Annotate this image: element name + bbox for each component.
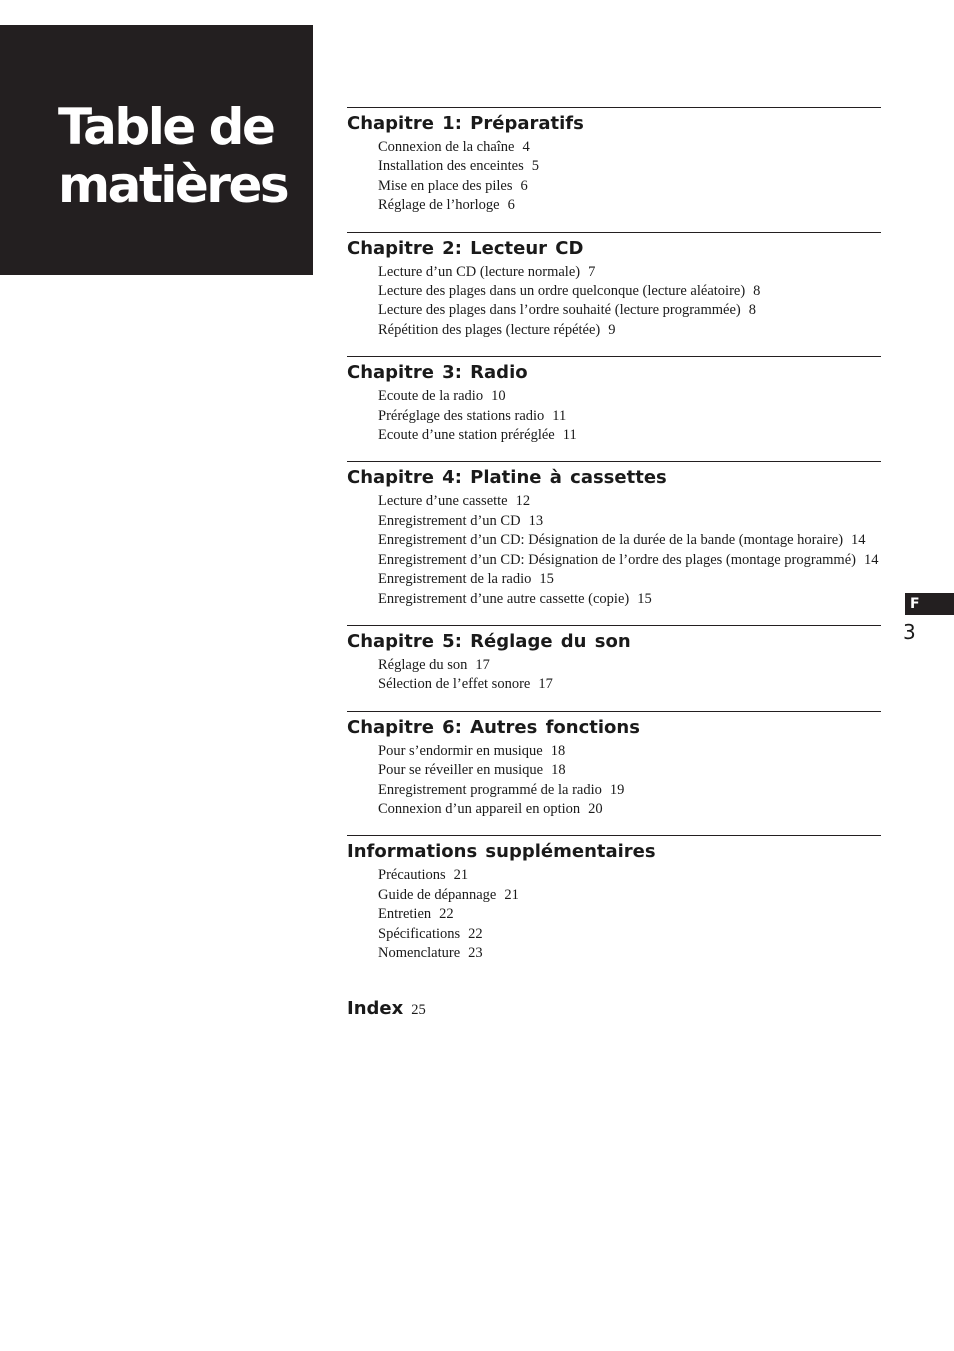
- toc-entry[interactable]: [378, 742, 881, 761]
- toc-entry-text: Enregistrement d’une autre cassette (copie): [378, 590, 630, 607]
- toc-entry-text: Ecoute d’une station préréglée: [378, 427, 555, 444]
- toc-entry-text: Nomenclature: [378, 944, 461, 961]
- section-entries: [347, 263, 881, 341]
- toc-entry-page: 22: [439, 906, 454, 923]
- section-entries: [347, 656, 881, 695]
- toc-entry-page: 8: [748, 302, 756, 319]
- section-spacer: [347, 609, 881, 625]
- toc-entry[interactable]: [378, 590, 881, 609]
- toc-entry[interactable]: [378, 321, 881, 340]
- section-heading[interactable]: Chapitre 6: Autres fonctions: [347, 716, 640, 738]
- section-spacer: [347, 963, 881, 979]
- toc-entry-text: Précautions: [378, 867, 446, 884]
- page-title: [58, 98, 287, 214]
- toc-entry-text: Sélection de l’effet sonore: [378, 676, 531, 693]
- index-page-number: 25: [411, 1002, 426, 1019]
- toc-entry[interactable]: [378, 177, 881, 196]
- section-spacer: [347, 819, 881, 835]
- index-label: Index: [347, 998, 404, 1020]
- toc-entry-text: Enregistrement d’un CD: Désignation de l’ordre des plages (montage programmé): [378, 551, 856, 568]
- toc-entry-page: 23: [468, 944, 483, 961]
- toc-entry[interactable]: [378, 387, 881, 406]
- toc-entry-text: Lecture d’un CD (lecture normale): [378, 263, 581, 280]
- section-spacer: [347, 340, 881, 356]
- toc-entry-page: 18: [550, 742, 566, 759]
- toc-entry[interactable]: [378, 282, 881, 301]
- section-heading[interactable]: Informations supplémentaires: [347, 841, 656, 863]
- toc-entry-text: Installation des enceintes: [378, 158, 524, 175]
- section-entries: [347, 866, 881, 963]
- toc-entry-page: 4: [522, 139, 530, 155]
- toc-entry[interactable]: [378, 407, 881, 426]
- toc-section: [347, 835, 881, 979]
- page-title-line-1: Table de: [58, 98, 274, 156]
- toc-entry-text: Entretien: [378, 906, 432, 923]
- toc-entry-page: 7: [588, 263, 596, 280]
- section-heading[interactable]: Chapitre 2: Lecteur CD: [347, 237, 584, 259]
- toc-entry-page: 10: [491, 388, 506, 405]
- toc-entry-text: Spécifications: [378, 925, 461, 942]
- toc-entry-text: Enregistrement d’un CD: Désignation de la durée de la bande (montage horaire): [378, 532, 844, 549]
- section-heading[interactable]: Chapitre 3: Radio: [347, 362, 528, 384]
- toc-entry-page: 12: [515, 493, 531, 510]
- toc-entry[interactable]: [378, 531, 881, 550]
- toc-entry[interactable]: [378, 781, 881, 800]
- toc-section: [347, 232, 881, 357]
- toc-entry-text: Enregistrement programmé de la radio: [378, 781, 602, 798]
- toc-section: [347, 356, 881, 461]
- toc-entry-page: 6: [520, 177, 528, 194]
- toc-sections: [347, 107, 881, 979]
- toc-entry-page: 13: [528, 512, 544, 529]
- toc-entry-page: 6: [507, 197, 515, 214]
- toc-entry-text: Connexion de la chaîne: [378, 139, 515, 155]
- toc-entry-page: 19: [609, 781, 625, 798]
- toc-entry[interactable]: [378, 263, 881, 282]
- toc-section: [347, 107, 881, 232]
- toc-entry-text: Pour se réveiller en musique: [378, 762, 544, 779]
- toc-entry[interactable]: [378, 944, 881, 963]
- toc-entry-page: 15: [637, 590, 652, 607]
- toc-entry[interactable]: [378, 675, 881, 694]
- toc-entry[interactable]: [378, 570, 881, 589]
- toc-entry-text: Mise en place des piles: [378, 177, 513, 194]
- toc-entry-text: Réglage du son: [378, 656, 468, 673]
- toc-entry-text: Lecture des plages dans un ordre quelconque (lecture aléatoire): [378, 283, 746, 300]
- table-of-contents: [347, 107, 881, 1019]
- toc-index-entry[interactable]: [347, 998, 881, 1019]
- toc-entry[interactable]: [378, 426, 881, 445]
- toc-entry[interactable]: [378, 512, 881, 531]
- toc-section: [347, 625, 881, 711]
- toc-entry-text: Préréglage des stations radio: [378, 407, 545, 424]
- toc-entry-text: Enregistrement de la radio: [378, 571, 532, 588]
- toc-entry[interactable]: [378, 866, 881, 885]
- section-spacer: [347, 216, 881, 232]
- toc-section: [347, 461, 881, 624]
- toc-entry[interactable]: [378, 196, 881, 215]
- toc-entry-page: 11: [552, 407, 567, 424]
- toc-entry[interactable]: [378, 886, 881, 905]
- toc-entry[interactable]: [378, 138, 881, 157]
- page-title-line-2: matières: [58, 156, 288, 214]
- title-block: [0, 25, 313, 275]
- toc-entry-page: 21: [504, 886, 519, 903]
- toc-entry-text: Réglage de l’horloge: [378, 197, 500, 214]
- toc-entry-text: Lecture d’une cassette: [378, 493, 508, 510]
- section-entries: [347, 492, 881, 608]
- toc-entry[interactable]: [378, 301, 881, 320]
- toc-entry-text: Guide de dépannage: [378, 886, 497, 903]
- toc-entry[interactable]: [378, 551, 881, 570]
- toc-entry-page: 15: [539, 571, 554, 588]
- toc-entry[interactable]: [378, 656, 881, 675]
- toc-entry-text: Lecture des plages dans l’ordre souhaité (lecture programmée): [378, 302, 741, 319]
- toc-entry-text: Connexion d’un appareil en option: [378, 800, 581, 817]
- page-number: 3: [903, 620, 916, 644]
- toc-entry[interactable]: [378, 761, 881, 780]
- toc-entry-page: 21: [453, 867, 469, 884]
- toc-entry-text: Enregistrement d’un CD: [378, 512, 521, 529]
- toc-entry-page: 14: [851, 532, 866, 549]
- toc-entry-page: 9: [608, 321, 616, 338]
- section-heading[interactable]: Chapitre 1: Préparatifs: [347, 113, 584, 134]
- toc-entry[interactable]: [378, 905, 881, 924]
- section-spacer: [347, 445, 881, 461]
- toc-entry-page: 20: [588, 800, 603, 817]
- toc-entry-page: 5: [531, 158, 540, 175]
- toc-entry-text: Répétition des plages (lecture répétée): [378, 321, 601, 338]
- toc-entry-page: 18: [551, 762, 566, 779]
- toc-entry-page: 17: [475, 656, 490, 673]
- toc-entry-page: 11: [562, 427, 577, 444]
- toc-entry[interactable]: [378, 925, 881, 944]
- toc-entry[interactable]: [378, 157, 881, 176]
- section-entries: [347, 387, 881, 445]
- toc-entry-page: 22: [468, 925, 483, 942]
- toc-entry-text: Ecoute de la radio: [378, 388, 484, 405]
- language-tab: F: [905, 593, 954, 615]
- section-heading[interactable]: Chapitre 5: Réglage du son: [347, 630, 631, 652]
- toc-entry-text: Pour s’endormir en musique: [378, 742, 543, 759]
- section-entries: [347, 138, 881, 216]
- toc-entry[interactable]: [378, 492, 881, 511]
- section-spacer: [347, 695, 881, 711]
- toc-entry-page: 17: [538, 676, 553, 693]
- toc-entry[interactable]: [378, 800, 881, 819]
- toc-section: [347, 711, 881, 836]
- toc-entry-page: 8: [753, 283, 761, 300]
- section-heading[interactable]: Chapitre 4: Platine à cassettes: [347, 467, 667, 489]
- section-entries: [347, 742, 881, 820]
- toc-entry-page: 14: [863, 551, 879, 568]
